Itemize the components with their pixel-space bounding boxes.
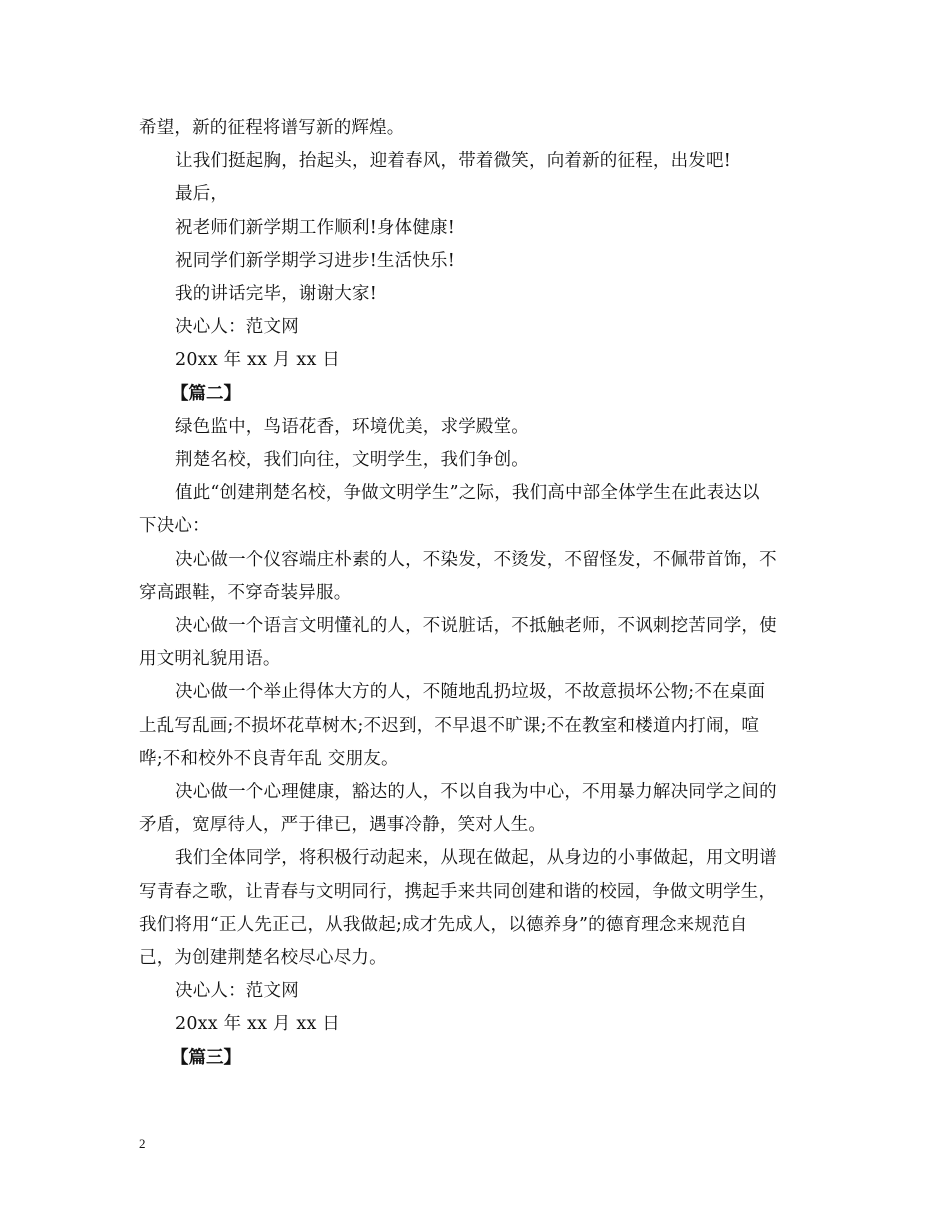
signature-line: 决心人：范文网 (175, 317, 299, 338)
date-line: 20xx 年 xx 月 xx 日 (175, 350, 340, 371)
paragraph-line: 最后， (175, 184, 229, 205)
signature-line: 决心人：范文网 (175, 981, 299, 1002)
paragraph-line: 哗;不和校外不良青年乱 交朋友。 (139, 748, 399, 769)
paragraph-line: 决心做一个语言文明懂礼的人，不说脏话，不抵触老师，不讽刺挖苦同学，使 (175, 616, 777, 637)
paragraph-line: 己，为创建荆楚名校尽心尽力。 (139, 948, 387, 969)
paragraph-line: 荆楚名校，我们向往，文明学生，我们争创。 (175, 450, 529, 471)
section-heading: 【篇三】 (171, 1047, 241, 1068)
section-heading: 【篇二】 (171, 383, 241, 404)
paragraph-line: 值此“创建荆楚名校，争做文明学生”之际，我们高中部全体学生在此表达以 (175, 483, 760, 504)
paragraph-line: 下决心： (139, 516, 210, 537)
paragraph-line: 写青春之歌，让青春与文明同行，携起手来共同创建和谐的校园，争做文明学生， (139, 881, 777, 902)
paragraph-line: 希望，新的征程将谱写新的辉煌。 (139, 118, 405, 138)
paragraph-line: 穿高跟鞋，不穿奇装异服。 (139, 582, 352, 603)
paragraph-line: 决心做一个仪容端庄朴素的人，不染发，不烫发，不留怪发，不佩带首饰，不 (175, 549, 777, 570)
paragraph-line: 祝同学们新学期学习进步!生活快乐! (175, 250, 455, 271)
page-number: 2 (139, 1136, 146, 1151)
date-line: 20xx 年 xx 月 xx 日 (175, 1014, 340, 1035)
paragraph-line: 上乱写乱画;不损坏花草树木;不迟到，不早退不旷课;不在教室和楼道内打闹，喧 (139, 715, 760, 736)
paragraph-line: 我的讲话完毕，谢谢大家! (175, 284, 377, 305)
paragraph-line: 矛盾，宽厚待人，严于律已，遇事冷静，笑对人生。 (139, 815, 547, 836)
document-body (139, 112, 811, 1075)
paragraph-line: 绿色监中，鸟语花香，环境优美，求学殿堂。 (175, 416, 529, 437)
paragraph-line: 我们将用“正人先正己，从我做起;成才先成人，以德养身”的德育理念来规范自 (139, 914, 748, 935)
paragraph-line: 决心做一个心理健康，豁达的人，不以自我为中心，不用暴力解决同学之间的 (175, 782, 777, 803)
paragraph-line: 祝老师们新学期工作顺利!身体健康! (175, 217, 455, 238)
paragraph-line: 我们全体同学，将积极行动起来，从现在做起，从身边的小事做起，用文明谱 (175, 848, 777, 869)
paragraph-line: 决心做一个举止得体大方的人，不随地乱扔垃圾，不故意损坏公物;不在桌面 (175, 682, 766, 703)
paragraph-line: 用文明礼貌用语。 (139, 649, 281, 670)
paragraph-line: 让我们挺起胸，抬起头，迎着春风，带着微笑，向着新的征程，出发吧! (175, 151, 731, 172)
